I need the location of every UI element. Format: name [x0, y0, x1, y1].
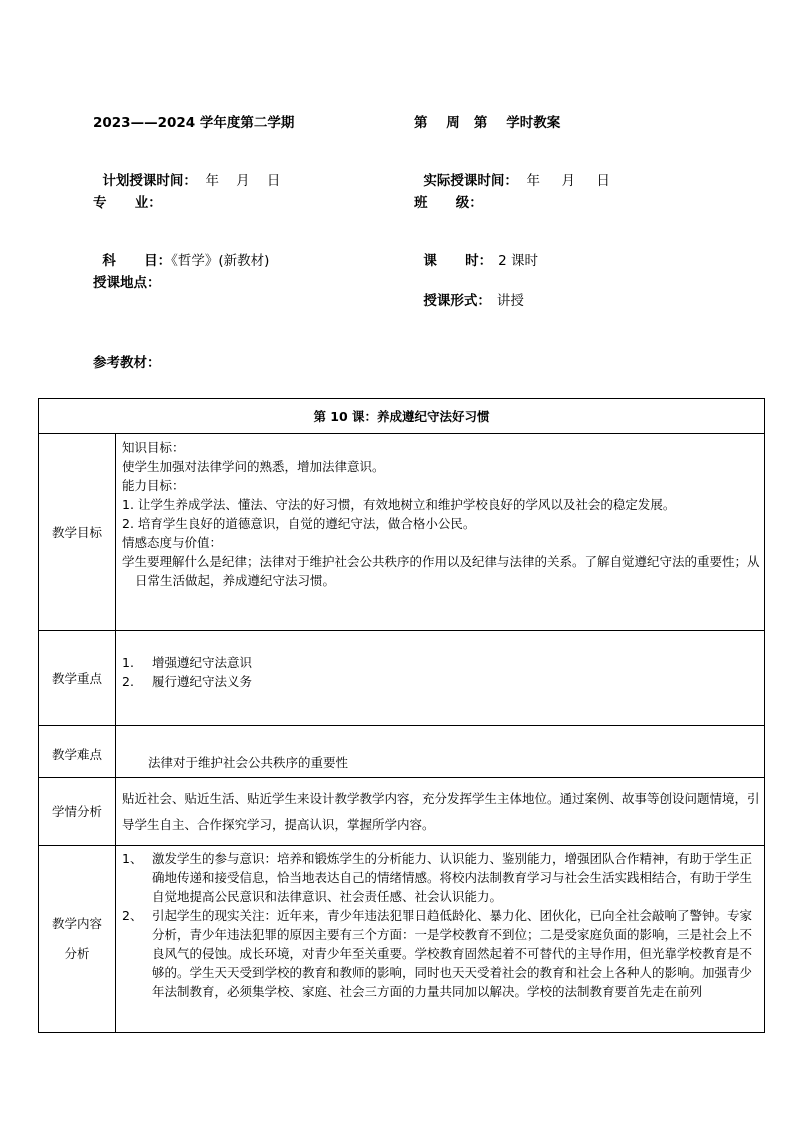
objectives-content — [116, 434, 765, 631]
key-points-content — [116, 631, 765, 726]
subject-label: 科 目： — [102, 253, 172, 269]
objectives-line: 学生要理解什么是纪律；法律对于维护社会公共秩序的作用以及纪律与法律的关系。了解自觉遵纪守法的重要性；从日常生活做起，养成遵纪守法习惯。 — [122, 554, 760, 588]
key-points-label: 教学重点 — [39, 631, 116, 726]
term-label: 2023——2024 学年度第二学期 — [93, 115, 295, 131]
key-point-item: 2. 履行遵纪守法义务 — [122, 674, 253, 689]
plan-time-row — [93, 154, 280, 190]
objectives-line: 1. 让学生养成学法、懂法、守法的好习惯，有效地树立和维护学校良好的学风以及社会的稳定发展。 — [122, 497, 676, 512]
textbook-label: 参考教材： — [93, 355, 161, 371]
objectives-line: 能力目标： — [122, 478, 185, 493]
situation-content: 贴近社会、贴近生活、贴近学生来设计教学教学内容，充分发挥学生主体地位。通过案例、故事等创设问题情境，引导学生自主、合作探究学习，提高认识，掌握所学内容。 — [116, 778, 765, 846]
objectives-line: 知识目标： — [122, 440, 185, 455]
difficulties-label: 教学难点 — [39, 726, 116, 778]
actual-time-value: 年 月 日 — [517, 173, 610, 189]
subject-row — [93, 234, 269, 270]
subject-value: 《哲学》(新教材) — [171, 253, 270, 269]
major-label: 专 业： — [93, 195, 162, 211]
difficulties-content: 法律对于维护社会公共秩序的重要性 — [116, 726, 765, 778]
lesson-plan-table — [38, 398, 765, 1033]
period-label: 课 时： — [423, 253, 493, 269]
location-label: 授课地点： — [93, 275, 161, 291]
objectives-line: 情感态度与价值： — [122, 535, 223, 550]
content-label: 教学内容 分析 — [39, 846, 116, 1033]
period-value: 2 课时 — [498, 253, 538, 269]
actual-time-label: 实际授课时间： — [423, 173, 518, 189]
period-row — [414, 234, 538, 270]
week-label: 第 周 第 学时教案 — [414, 115, 561, 131]
actual-time-row — [414, 154, 610, 190]
plan-time-label: 计划授课时间： — [102, 173, 197, 189]
form-row — [414, 274, 524, 310]
objectives-line: 2. 培育学生良好的道德意识，自觉的遵纪守法，做合格小公民。 — [122, 516, 476, 531]
plan-time-value: 年 月 日 — [196, 173, 281, 189]
form-label: 授课形式： — [423, 293, 491, 309]
class-label: 班 级： — [414, 195, 483, 211]
lesson-title: 第 10 课：养成遵纪守法好习惯 — [39, 399, 765, 434]
content-analysis — [116, 846, 765, 1033]
objectives-line: 使学生加强对法律学问的熟悉，增加法律意识。 — [122, 459, 385, 474]
form-value: 讲授 — [496, 293, 524, 309]
situation-label: 学情分析 — [39, 778, 116, 846]
content-item: 2、 引起学生的现实关注：近年来，青少年违法犯罪日趋低龄化、暴力化、团伙化，已向全社会敲响了警钟。专家分析，青少年违法犯罪的原因主要有三个方面：一是学校教育不到位；二是受家庭负面的影响，三是社会上不良风气的侵蚀。成长环境，对青少年至关重要。学校教育固然起着不可替代的主导作用，但光靠学校教育是不够的。学生天天受到学校的教育和教师的影响，同时也天天受着社会的教育和社会上各种人的影响。加强青少年法制教育，必须集学校、家庭、社会三方面的力量共同加以解决。学校的法制教育要首先走在前列 — [122, 908, 753, 999]
content-item: 1、 激发学生的参与意识：培养和锻炼学生的分析能力、认识能力、鉴别能力，增强团队合作精神，有助于学生正确地传递和接受信息，恰当地表达自己的情绪情感。将校内法制教育学习与社会生活实践相结合，有助于学生自觉地提高公民意识和法律意识、社会责任感、社会认识能力。 — [122, 851, 753, 904]
key-point-item: 1. 增强遵纪守法意识 — [122, 655, 253, 670]
objectives-label: 教学目标 — [39, 434, 116, 631]
